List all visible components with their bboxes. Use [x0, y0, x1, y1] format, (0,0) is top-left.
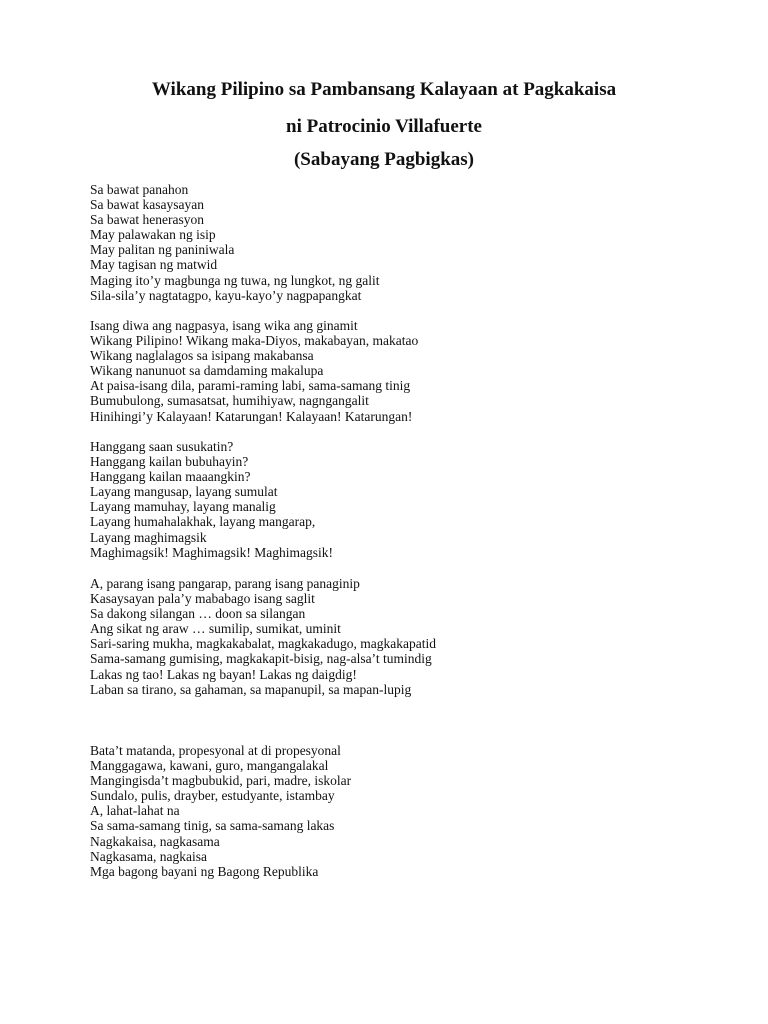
poem-line: May tagisan ng matwid	[90, 257, 218, 273]
poem-line: Hanggang kailan bubuhayin?	[90, 454, 249, 470]
poem-line: Layang maghimagsik	[90, 529, 207, 545]
stanza-4	[90, 576, 690, 697]
poem-subtitle: (Sabayang Pagbigkas)	[293, 149, 475, 170]
poem-line: Isang diwa ang nagpasya, isang wika ang ginamit	[90, 318, 358, 333]
poem-line: Manggagawa, kawani, guro, mangangalakal	[90, 758, 329, 774]
poem-line: A, parang isang pangarap, parang isang panaginip	[90, 576, 360, 591]
poem-line: Sila-sila’y nagtatagpo, kayu-kayo’y nagpapangkat	[90, 287, 362, 303]
poem-line: Wikang nanunuot sa damdaming makalupa	[90, 363, 324, 379]
poem-line: Hanggang kailan maaangkin?	[90, 469, 251, 485]
poem-line: Sa bawat kasaysayan	[90, 197, 204, 213]
poem-line: Kasaysayan pala’y mababago isang saglit	[90, 591, 315, 607]
poem-line: At paisa-isang dila, parami-raming labi, sama-samang tinig	[90, 378, 411, 394]
poem-author: ni Patrocinio Villafuerte	[286, 116, 482, 137]
poem-line: Sa sama-samang tinig, sa sama-samang lakas	[90, 818, 335, 834]
poem-line: May palawakan ng isip	[90, 227, 216, 243]
poem-line: A, lahat-lahat na	[90, 803, 180, 819]
stanza-2	[90, 318, 690, 424]
poem-line: May palitan ng paniniwala	[90, 242, 235, 258]
poem-line: Maging ito’y magbunga ng tuwa, ng lungkot, ng galit	[90, 272, 380, 288]
poem-line: Ang sikat ng araw … sumilip, sumikat, uminit	[90, 621, 341, 637]
stanza-3	[90, 439, 690, 560]
stanza-5	[90, 743, 690, 879]
poem-line: Sa dakong silangan … doon sa silangan	[90, 606, 306, 622]
poem-line: Layang humahalakhak, layang mangarap,	[90, 514, 316, 530]
poem-line: Lakas ng tao! Lakas ng bayan! Lakas ng daigdig!	[90, 666, 357, 682]
poem-line: Sa bawat panahon	[90, 182, 189, 197]
poem-line: Wikang naglalagos sa isipang makabansa	[90, 348, 314, 364]
poem-line: Bumubulong, sumasatsat, humihiyaw, nagngangalit	[90, 393, 369, 409]
poem-line: Nagkakaisa, nagkasama	[90, 833, 220, 849]
stanza-1	[90, 182, 690, 303]
poem-line: Sari-saring mukha, magkakabalat, magkakadugo, magkakapatid	[90, 636, 437, 652]
poem-line: Mga bagong bayani ng Bagong Republika	[90, 863, 319, 879]
poem-line: Wikang Pilipino! Wikang maka-Diyos, makabayan, makatao	[90, 333, 419, 349]
poem-line: Sama-samang gumising, magkakapit-bisig, nag-alsa’t tumindig	[90, 651, 432, 667]
poem-line: Layang mangusap, layang sumulat	[90, 484, 278, 500]
poem-line: Layang mamuhay, layang manalig	[90, 499, 276, 515]
poem-line: Nagkasama, nagkaisa	[90, 848, 207, 864]
poem-line: Hinihingi’y Kalayaan! Katarungan! Kalayaan! Katarungan!	[90, 408, 413, 424]
poem-line: Maghimagsik! Maghimagsik! Maghimagsik!	[90, 544, 333, 560]
poem-line: Hanggang saan susukatin?	[90, 439, 234, 454]
poem-line: Sundalo, pulis, drayber, estudyante, istambay	[90, 788, 335, 804]
poem-line: Bata’t matanda, propesyonal at di propesyonal	[90, 743, 341, 758]
poem-line: Mangingisda’t magbubukid, pari, madre, iskolar	[90, 773, 352, 789]
poem-line: Sa bawat henerasyon	[90, 212, 204, 228]
poem-line: Laban sa tirano, sa gahaman, sa mapanupil, sa mapan-lupig	[90, 681, 412, 697]
poem-title: Wikang Pilipino sa Pambansang Kalayaan at Pagkakaisa	[151, 79, 617, 100]
